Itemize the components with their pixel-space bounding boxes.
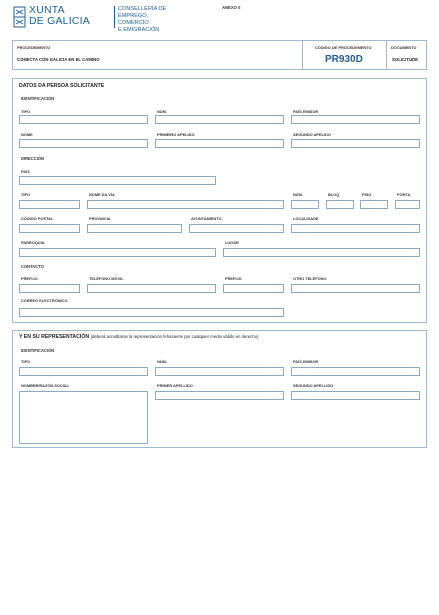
procedure-code-label: CÓDIGO DE PROCEDEMENTO: [315, 45, 372, 50]
piso-label: PISO: [362, 192, 372, 197]
rep-primeiro-apelido-field[interactable]: [155, 391, 284, 400]
bloq-label: BLOQ.: [328, 192, 341, 197]
procedure-value: CONECTA CON GALICIA EN EL CAMINO: [17, 57, 100, 62]
applicant-section-title: DATOS DA PERSOA SOLICITANTE: [19, 83, 105, 89]
logo-line-1: XUNTA: [29, 4, 65, 16]
rep-identification-heading: IDENTIFICACIÓN: [21, 348, 55, 353]
department-name: [118, 6, 173, 34]
num-field[interactable]: [155, 115, 284, 124]
applicant-section: [12, 78, 427, 323]
correo-field[interactable]: [19, 308, 284, 317]
tipo-field[interactable]: [19, 115, 148, 124]
localidade-label: LOCALIDADE: [293, 216, 319, 221]
xunta-emblem-icon: [13, 6, 26, 28]
direccion-heading: DIRECCIÓN: [21, 156, 44, 161]
porta-field[interactable]: [395, 200, 420, 209]
porta-label: PORTA: [397, 192, 411, 197]
outro-telefono-field[interactable]: [291, 284, 420, 293]
segundo-apelido-field[interactable]: [291, 139, 420, 148]
codigo-postal-field[interactable]: [19, 224, 80, 233]
xunta-logo: [13, 4, 173, 33]
nome-field[interactable]: [19, 139, 148, 148]
codigo-postal-label: CÓDIGO POSTAL: [21, 216, 54, 221]
prefixo-1-field[interactable]: [19, 284, 80, 293]
logo-line-2: DE GALICIA: [29, 14, 90, 27]
parroquia-label: PARROQUIA: [21, 240, 45, 245]
annex-label: ANEXO II: [222, 5, 241, 10]
segundo-apelido-label: SEGUNDO APELIDO: [293, 132, 331, 137]
piso-field[interactable]: [360, 200, 388, 209]
rep-num-label: NÚM.: [157, 359, 167, 364]
lugar-field[interactable]: [223, 248, 420, 257]
dept-line-2: EMPREGO, COMERCIO: [118, 13, 149, 26]
concello-field[interactable]: [189, 224, 284, 233]
representation-section-title: [19, 334, 259, 340]
num-label: NÚM.: [157, 109, 167, 114]
procedure-divider-2: [386, 41, 387, 69]
representation-section: [12, 330, 427, 448]
pais-label: PAÍS: [21, 169, 30, 174]
pais-emisor-field[interactable]: [291, 115, 420, 124]
logo-divider: [114, 6, 115, 28]
rep-tipo-field[interactable]: [19, 367, 148, 376]
pais-emisor-label: PAÍS EMISOR: [293, 109, 319, 114]
representation-note: (deberá acreditarse la representación fehaciente por cualquier medio válido en derecho): [90, 334, 259, 339]
nome-via-field[interactable]: [87, 200, 284, 209]
nome-label: NOME: [21, 132, 33, 137]
contacto-heading: CONTACTO: [21, 264, 44, 269]
primeiro-apelido-label: PRIMEIRO APELIDO: [157, 132, 195, 137]
prefixo-1-label: PREFIJO: [21, 276, 38, 281]
rep-segundo-apelido-label: SEGUNDO APELLIDO: [293, 383, 334, 388]
rep-primeiro-apelido-label: PRIMER APELLIDO: [157, 383, 193, 388]
telefono-movil-field[interactable]: [87, 284, 216, 293]
procedure-divider-1: [302, 41, 303, 69]
primeiro-apelido-field[interactable]: [155, 139, 284, 148]
provincia-label: PROVINCIA: [89, 216, 111, 221]
provincia-field[interactable]: [87, 224, 182, 233]
tipo-via-label: TIPO: [21, 192, 31, 197]
tipo-via-field[interactable]: [19, 200, 80, 209]
document-label: DOCUMENTO: [391, 45, 417, 50]
prefixo-2-field[interactable]: [223, 284, 284, 293]
pais-field[interactable]: [19, 176, 216, 185]
identification-heading: IDENTIFICACIÓN: [21, 96, 55, 101]
procedure-box: [12, 40, 427, 70]
correo-label: CORREO ELECTRÓNICO: [21, 298, 68, 303]
nome-via-label: NOME DA VÍA: [89, 192, 115, 197]
logo-text: [29, 5, 90, 26]
document-value: SOLICITUDE: [392, 57, 419, 62]
rep-nome-razon-label: NOMBRE/RAZÓN SOCIAL: [21, 383, 69, 388]
representation-title-text: Y EN SU REPRESENTACIÓN: [19, 334, 90, 340]
rep-pais-emisor-field[interactable]: [291, 367, 420, 376]
rep-segundo-apelido-field[interactable]: [291, 391, 420, 400]
tipo-label: TIPO: [21, 109, 31, 114]
rep-num-field[interactable]: [155, 367, 284, 376]
dept-line-3: E EMIGRACIÓN: [118, 27, 160, 33]
procedure-code-value: PR930D: [325, 54, 363, 65]
rep-pais-emisor-label: PAÍS EMISOR: [293, 359, 319, 364]
bloq-field[interactable]: [326, 200, 354, 209]
localidade-field[interactable]: [291, 224, 420, 233]
concello-label: AYUNTAMIENTO: [191, 216, 222, 221]
parroquia-field[interactable]: [19, 248, 216, 257]
lugar-label: LUGAR: [225, 240, 239, 245]
outro-telefono-label: OTRO TELÉFONO: [293, 276, 327, 281]
procedure-label: PROCEDEMENTO: [17, 45, 51, 50]
dept-line-1: CONSELLERÍA DE: [118, 6, 167, 12]
num-via-field[interactable]: [291, 200, 319, 209]
rep-tipo-label: TIPO: [21, 359, 31, 364]
num-via-label: NÚM.: [293, 192, 303, 197]
prefixo-2-label: PREFIJO: [225, 276, 242, 281]
telefono-movil-label: TELÉFONO MÓVIL: [89, 276, 124, 281]
rep-nome-razon-field[interactable]: [19, 391, 148, 444]
